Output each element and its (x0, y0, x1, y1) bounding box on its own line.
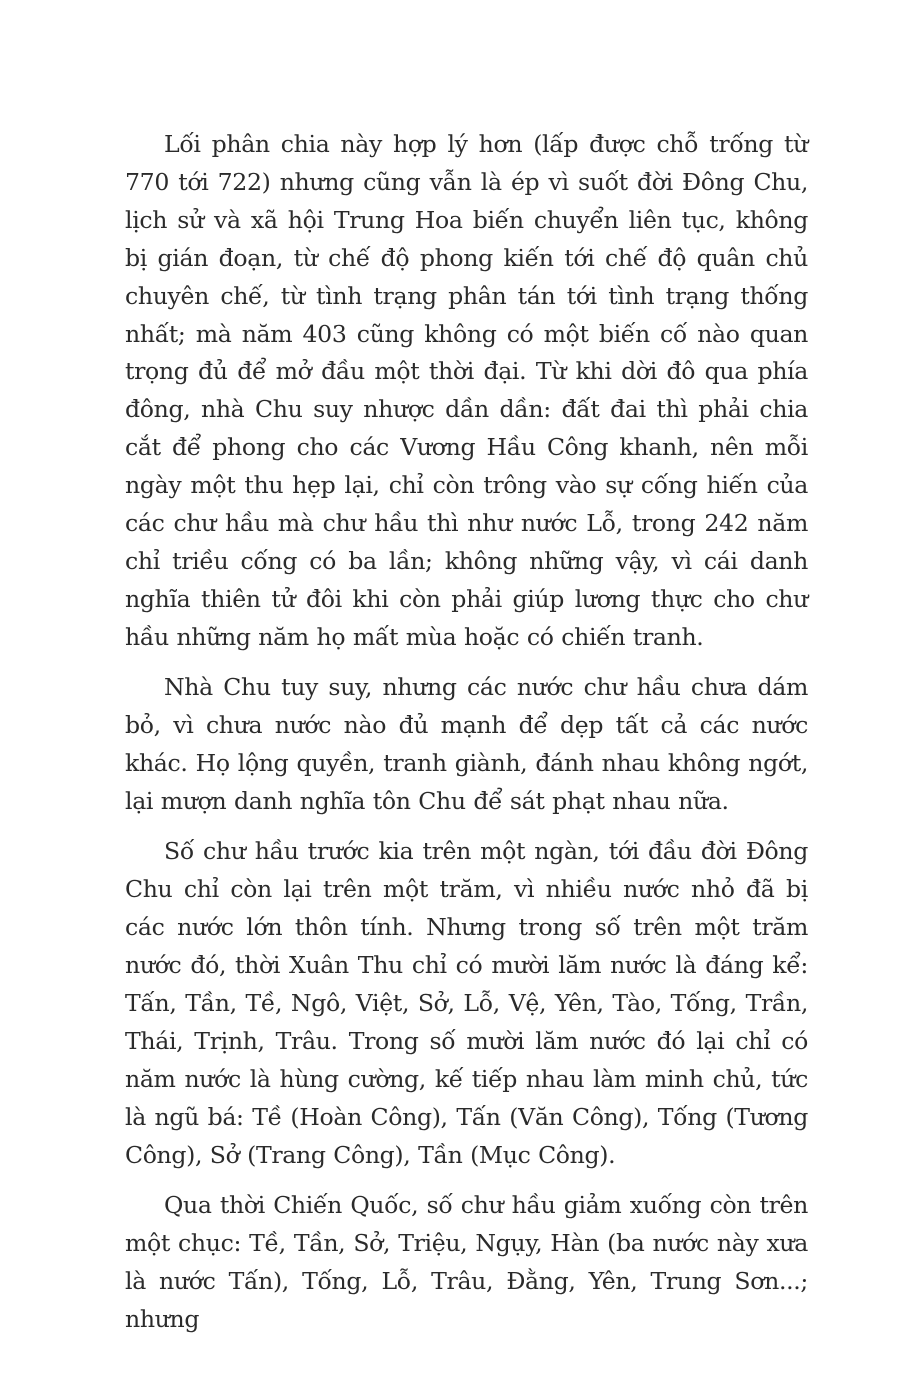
paragraph-3: Số chư hầu trước kia trên một ngàn, tới đầu đời Đông Chu chỉ còn lại trên một trăm, vì nhiều nước nhỏ đã bị các nước lớn thôn tính. Nhưng trong số trên một trăm nước đó, thời Xuân Thu chỉ có mười lăm nước là đáng kể: Tấn, Tần, Tề, Ngô, Việt, Sở, Lỗ, Vệ, Yên, Tào, Tống, Trần, Thái, Trịnh, Trâu. Trong số mười lăm nước đó lại chỉ có năm nước là hùng cường, kế tiếp nhau làm minh chủ, tức là ngũ bá: Tề (Hoàn Công), Tấn (Văn Công), Tống (Tương Công), Sở (Trang Công), Tần (Mục Công). (125, 837, 808, 1169)
paragraph-1: Lối phân chia này hợp lý hơn (lấp được chỗ trống từ 770 tới 722) nhưng cũng vẫn là ép vì suốt đời Đông Chu, lịch sử và xã hội Trung Hoa biến chuyển liên tục, không bị gián đoạn, từ chế độ phong kiến tới chế độ quân chủ chuyên chế, từ tình trạng phân tán tới tình trạng thống nhất; mà năm 403 cũng không có một biến cố nào quan trọng đủ để mở đầu một thời đại. Từ khi dời đô qua phía đông, nhà Chu suy nhược dần dần: đất đai thì phải chia cắt để phong cho các Vương Hầu Công khanh, nên mỗi ngày một thu hẹp lại, chỉ còn trông vào sự cống hiến của các chư hầu mà chư hầu thì như nước Lỗ, trong 242 năm chỉ triều cống có ba lần; không những vậy, vì cái danh nghĩa thiên tử đôi khi còn phải giúp lương thực cho chư hầu những năm họ mất mùa hoặc có chiến tranh. (125, 130, 808, 651)
book-page (125, 126, 808, 1351)
paragraph-2: Nhà Chu tuy suy, nhưng các nước chư hầu chưa dám bỏ, vì chưa nước nào đủ mạnh để dẹp tất cả các nước khác. Họ lộng quyền, tranh giành, đánh nhau không ngớt, lại mượn danh nghĩa tôn Chu để sát phạt nhau nữa. (125, 673, 808, 815)
paragraph-4: Qua thời Chiến Quốc, số chư hầu giảm xuống còn trên một chục: Tề, Tần, Sở, Triệu, Ngụy, Hàn (ba nước này xưa là nước Tấn), Tống, Lỗ, Trâu, Đằng, Yên, Trung Sơn...; nhưng (125, 1190, 808, 1333)
